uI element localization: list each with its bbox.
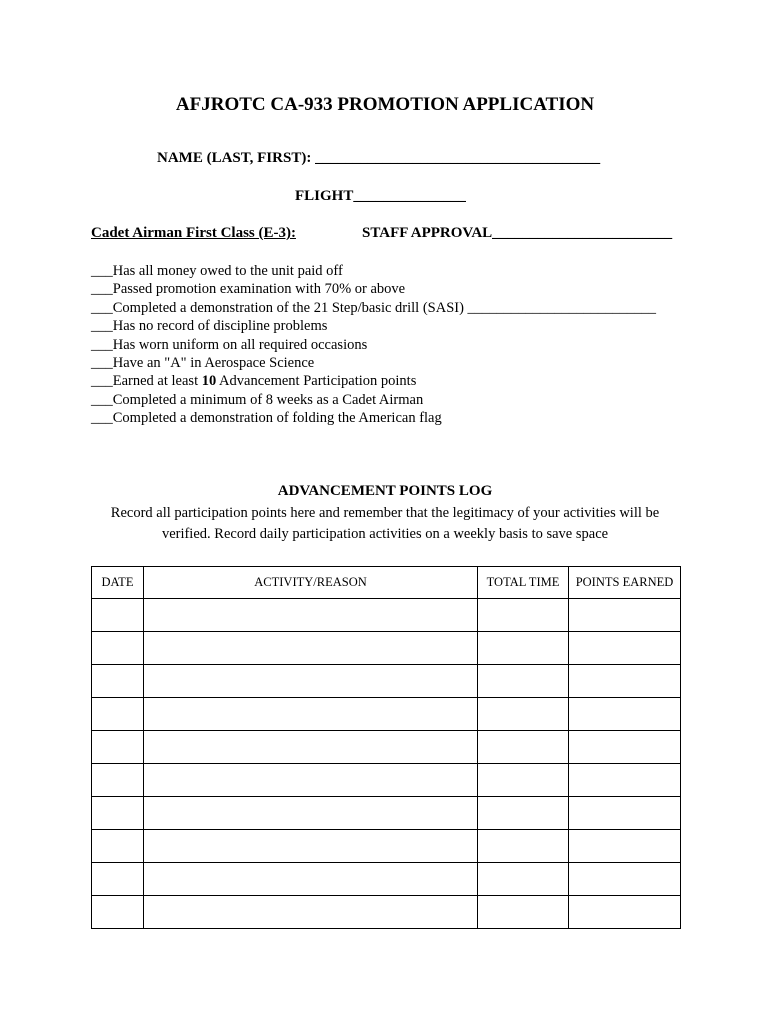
check-blank: ___ (91, 336, 113, 353)
requirement-item (91, 317, 656, 335)
table-row (92, 764, 681, 797)
requirement-item (91, 354, 656, 372)
advancement-log-instructions: Record all participation points here and remember that the legitimacy of your activities will be verified. Record daily participation activities on a weekly basis to save space (110, 505, 660, 542)
total-time-cell[interactable] (478, 764, 569, 797)
activity-cell[interactable] (144, 632, 478, 665)
page-title: AFJROTC CA-933 PROMOTION APPLICATION (175, 94, 595, 115)
requirement-emphasis: 10 (201, 373, 217, 390)
points-cell[interactable] (569, 863, 681, 896)
points-cell[interactable] (569, 764, 681, 797)
points-cell[interactable] (569, 797, 681, 830)
requirement-item (91, 262, 656, 280)
points-cell[interactable] (569, 599, 681, 632)
total-time-cell[interactable] (478, 632, 569, 665)
requirement-text: Has all money owed to the unit paid off (112, 263, 343, 279)
requirement-text: Has worn uniform on all required occasions (112, 336, 368, 353)
total-time-cell[interactable] (478, 797, 569, 830)
points-cell[interactable] (569, 830, 681, 863)
date-cell[interactable] (92, 698, 144, 731)
points-cell[interactable] (569, 632, 681, 665)
activity-cell[interactable] (144, 698, 478, 731)
check-blank: ___ (91, 318, 113, 335)
total-time-cell[interactable] (478, 599, 569, 632)
table-row (92, 863, 681, 896)
activity-cell[interactable] (144, 599, 478, 632)
activity-cell[interactable] (144, 731, 478, 764)
table-row (92, 599, 681, 632)
table-row (92, 731, 681, 764)
total-time-cell[interactable] (478, 731, 569, 764)
requirement-item (91, 336, 656, 354)
column-header-points-earned: POINTS EARNED (569, 567, 681, 599)
date-cell[interactable] (92, 632, 144, 665)
column-header-date: DATE (92, 567, 144, 599)
points-cell[interactable] (569, 665, 681, 698)
total-time-cell[interactable] (478, 698, 569, 731)
requirement-text: Completed a demonstration of folding the American flag (112, 410, 442, 427)
activity-cell[interactable] (144, 863, 478, 896)
advancement-points-table (91, 566, 681, 929)
points-cell[interactable] (569, 731, 681, 764)
total-time-cell[interactable] (478, 863, 569, 896)
requirement-item (91, 391, 656, 409)
column-header-total-time: TOTAL TIME (478, 567, 569, 599)
table-row (92, 797, 681, 830)
requirement-text: Completed a minimum of 8 weeks as a Cadet Airman (112, 391, 424, 408)
requirements-checklist (91, 262, 656, 428)
table-row (92, 698, 681, 731)
activity-cell[interactable] (144, 797, 478, 830)
check-blank: ___ (91, 355, 113, 372)
points-cell[interactable] (569, 698, 681, 731)
date-cell[interactable] (92, 665, 144, 698)
name-field-label: NAME (LAST, FIRST): ______________________________________ (157, 150, 601, 166)
column-header-activity: ACTIVITY/REASON (144, 567, 478, 599)
table-header-row (92, 567, 681, 599)
requirement-text: Passed promotion examination with 70% or above (112, 281, 406, 298)
activity-cell[interactable] (144, 830, 478, 863)
table-row (92, 632, 681, 665)
check-blank: ___ (91, 263, 113, 279)
requirement-text: Earned at least (112, 373, 202, 390)
total-time-cell[interactable] (478, 896, 569, 929)
requirement-text-suffix: Advancement Participation points (216, 373, 417, 390)
requirement-item (91, 372, 656, 390)
table-row (92, 896, 681, 929)
date-cell[interactable] (92, 731, 144, 764)
check-blank: ___ (91, 281, 113, 298)
requirement-item (91, 299, 656, 317)
points-cell[interactable] (569, 896, 681, 929)
rank-heading: Cadet Airman First Class (E-3): (91, 225, 296, 241)
date-cell[interactable] (92, 830, 144, 863)
activity-cell[interactable] (144, 896, 478, 929)
requirement-text: Has no record of discipline problems (112, 318, 328, 335)
date-cell[interactable] (92, 764, 144, 797)
check-blank: ___ (91, 373, 113, 390)
requirement-text: Completed a demonstration of the 21 Step/basic drill (SASI) __________________________ (112, 299, 657, 316)
activity-cell[interactable] (144, 764, 478, 797)
total-time-cell[interactable] (478, 665, 569, 698)
date-cell[interactable] (92, 599, 144, 632)
date-cell[interactable] (92, 863, 144, 896)
check-blank: ___ (91, 299, 113, 316)
date-cell[interactable] (92, 797, 144, 830)
requirement-item (91, 280, 656, 298)
flight-field-label: FLIGHT_______________ (295, 188, 466, 204)
activity-cell[interactable] (144, 665, 478, 698)
check-blank: ___ (91, 410, 113, 427)
advancement-log-title: ADVANCEMENT POINTS LOG (277, 483, 493, 499)
requirement-item (91, 409, 656, 427)
requirement-text: Have an "A" in Aerospace Science (112, 355, 315, 372)
total-time-cell[interactable] (478, 830, 569, 863)
check-blank: ___ (91, 391, 113, 408)
table-row (92, 830, 681, 863)
table-row (92, 665, 681, 698)
staff-approval-label: STAFF APPROVAL________________________ (362, 225, 673, 241)
date-cell[interactable] (92, 896, 144, 929)
